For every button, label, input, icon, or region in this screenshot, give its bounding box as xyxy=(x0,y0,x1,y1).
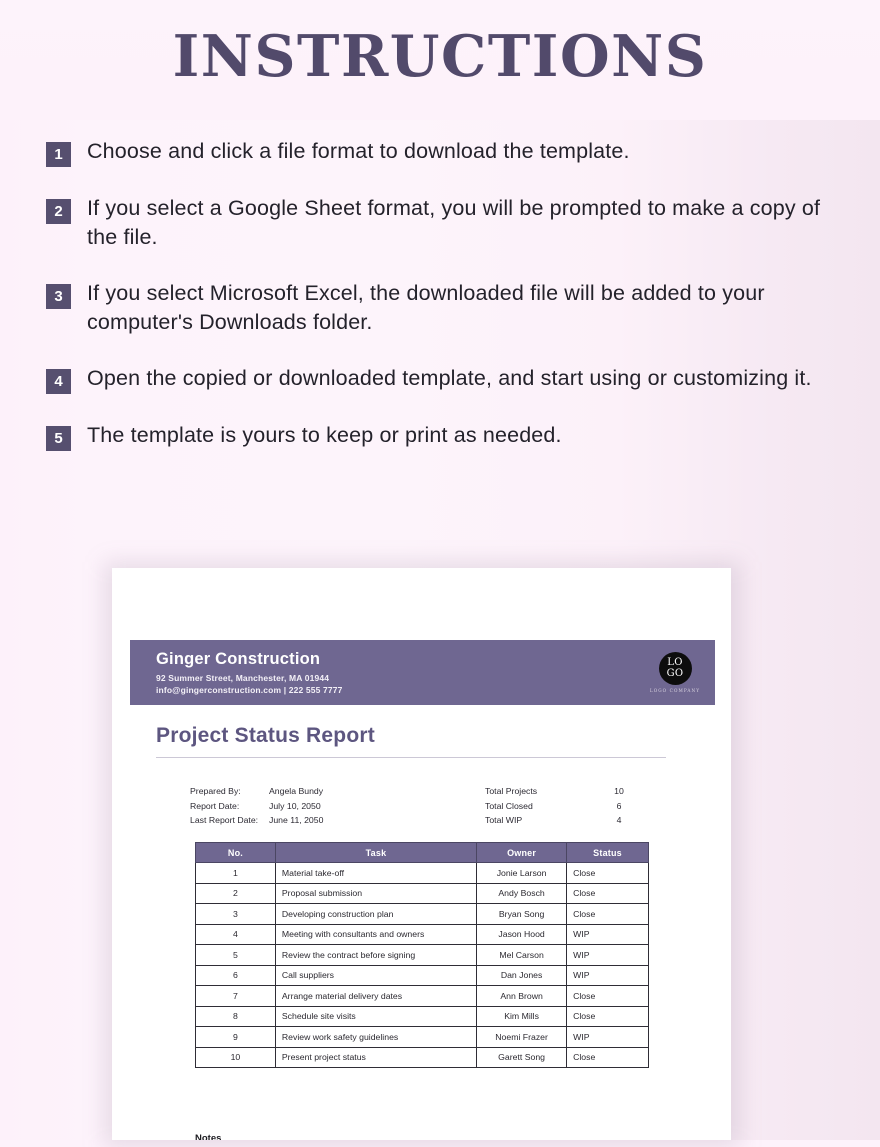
cell-task: Meeting with consultants and owners xyxy=(275,924,476,945)
cell-task: Material take-off xyxy=(275,863,476,884)
step-number-badge: 4 xyxy=(46,369,71,394)
cell-task: Call suppliers xyxy=(275,965,476,986)
cell-status: Close xyxy=(567,883,649,904)
letterhead-company-block xyxy=(156,649,649,696)
cell-owner: Garett Song xyxy=(477,1047,567,1068)
cell-owner: Noemi Frazer xyxy=(477,1027,567,1048)
report-title: Project Status Report xyxy=(156,724,375,747)
table-row xyxy=(196,904,649,925)
report-meta-left xyxy=(190,784,323,828)
cell-task: Developing construction plan xyxy=(275,904,476,925)
meta-label: Last Report Date: xyxy=(190,815,259,825)
meta-label: Prepared By: xyxy=(190,786,241,796)
cell-task: Present project status xyxy=(275,1047,476,1068)
column-header-task: Task xyxy=(275,843,476,863)
cell-task: Arrange material delivery dates xyxy=(275,986,476,1007)
instruction-step xyxy=(0,421,880,451)
meta-row xyxy=(190,784,323,799)
summary-value: 10 xyxy=(614,786,624,796)
summary-label: Total WIP xyxy=(485,815,523,825)
instruction-step xyxy=(0,364,880,394)
logo-subtitle: LOGO COMPANY xyxy=(649,687,701,693)
report-title-divider xyxy=(156,757,666,758)
cell-owner: Jonie Larson xyxy=(477,863,567,884)
column-header-no: No. xyxy=(196,843,276,863)
summary-row xyxy=(485,799,635,814)
cell-status: Close xyxy=(567,904,649,925)
instruction-step xyxy=(0,194,880,252)
table-row xyxy=(196,924,649,945)
table-header-row xyxy=(196,843,649,863)
step-text: Open the copied or downloaded template, and start using or customizing it. xyxy=(87,365,812,390)
cell-status: Close xyxy=(567,1006,649,1027)
cell-owner: Andy Bosch xyxy=(477,883,567,904)
cell-owner: Kim Mills xyxy=(477,1006,567,1027)
table-row xyxy=(196,945,649,966)
step-number-badge: 3 xyxy=(46,284,71,309)
summary-value: 4 xyxy=(616,815,622,825)
table-row xyxy=(196,1047,649,1068)
table-row xyxy=(196,863,649,884)
step-text: If you select Microsoft Excel, the downloaded file will be added to your computer's Downloads folder. xyxy=(87,280,765,334)
cell-status: Close xyxy=(567,1047,649,1068)
meta-label: Report Date: xyxy=(190,800,240,811)
instruction-step xyxy=(0,279,880,337)
summary-value: 6 xyxy=(616,800,622,811)
logo-text-line2: GO xyxy=(666,668,684,680)
table-row xyxy=(196,986,649,1007)
meta-value: June 11, 2050 xyxy=(269,815,324,825)
cell-status: WIP xyxy=(567,965,649,986)
cell-status: WIP xyxy=(567,1027,649,1048)
column-header-status: Status xyxy=(567,843,649,863)
table-header xyxy=(196,843,649,863)
table-row xyxy=(196,883,649,904)
table-row xyxy=(196,965,649,986)
cell-no: 5 xyxy=(196,945,276,966)
step-number-badge: 5 xyxy=(46,426,71,451)
cell-task: Review work safety guidelines xyxy=(275,1027,476,1048)
company-name: Ginger Construction xyxy=(156,650,321,668)
cell-task: Proposal submission xyxy=(275,883,476,904)
meta-row xyxy=(190,813,323,828)
meta-row xyxy=(190,799,323,814)
cell-status: WIP xyxy=(567,924,649,945)
project-status-table xyxy=(195,842,649,1068)
cell-no: 1 xyxy=(196,863,276,884)
cell-status: WIP xyxy=(567,945,649,966)
instruction-steps-list xyxy=(0,137,880,451)
cell-owner: Ann Brown xyxy=(477,986,567,1007)
cell-no: 7 xyxy=(196,986,276,1007)
step-text: If you select a Google Sheet format, you will be prompted to make a copy of the file. xyxy=(87,195,821,249)
cell-owner: Bryan Song xyxy=(477,904,567,925)
cell-status: Close xyxy=(567,863,649,884)
summary-row xyxy=(485,813,635,828)
summary-label: Total Closed xyxy=(485,800,533,811)
page-title: INSTRUCTIONS xyxy=(172,23,708,90)
cell-task: Review the contract before signing xyxy=(275,945,476,966)
table-body xyxy=(196,863,649,1068)
report-summary-stats xyxy=(485,784,635,828)
cell-owner: Mel Carson xyxy=(477,945,567,966)
summary-row xyxy=(485,784,635,799)
document-preview[interactable] xyxy=(112,568,731,1140)
cell-no: 3 xyxy=(196,904,276,925)
notes-label: Notes xyxy=(195,1133,222,1140)
cell-no: 9 xyxy=(196,1027,276,1048)
instruction-step xyxy=(0,137,880,167)
cell-no: 8 xyxy=(196,1006,276,1027)
meta-value: July 10, 2050 xyxy=(269,800,321,811)
company-address: 92 Summer Street, Manchester, MA 01944 xyxy=(156,673,330,683)
instructions-section xyxy=(0,0,880,478)
cell-no: 10 xyxy=(196,1047,276,1068)
cell-no: 4 xyxy=(196,924,276,945)
step-number-badge: 1 xyxy=(46,142,71,167)
cell-owner: Jason Hood xyxy=(477,924,567,945)
logo-circle-icon xyxy=(659,652,692,685)
cell-no: 2 xyxy=(196,883,276,904)
logo-text-line1: LO xyxy=(667,657,683,669)
step-text: The template is yours to keep or print as needed. xyxy=(87,422,562,447)
column-header-owner: Owner xyxy=(477,843,567,863)
company-logo xyxy=(649,652,701,693)
summary-label: Total Projects xyxy=(485,786,538,796)
cell-task: Schedule site visits xyxy=(275,1006,476,1027)
meta-value: Angela Bundy xyxy=(269,786,324,796)
cell-no: 6 xyxy=(196,965,276,986)
cell-owner: Dan Jones xyxy=(477,965,567,986)
step-number-badge: 2 xyxy=(46,199,71,224)
step-text: Choose and click a file format to download the template. xyxy=(87,138,630,163)
document-letterhead xyxy=(130,640,715,705)
table-row xyxy=(196,1006,649,1027)
company-contact: info@gingerconstruction.com | 222 555 7777 xyxy=(156,685,343,695)
cell-status: Close xyxy=(567,986,649,1007)
table-row xyxy=(196,1027,649,1048)
